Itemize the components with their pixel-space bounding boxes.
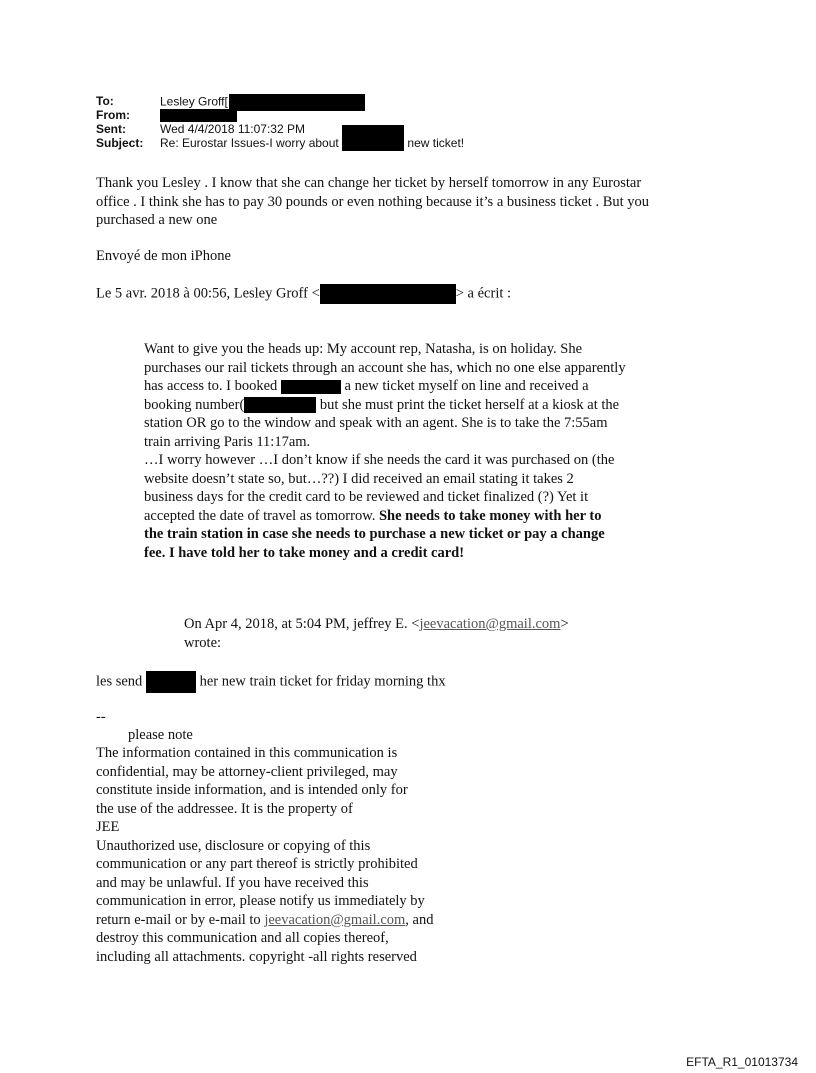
redaction-box	[244, 397, 316, 413]
email-link[interactable]: jeevacation@gmail.com	[264, 911, 406, 928]
redaction-box	[320, 284, 456, 304]
redaction-box	[160, 109, 237, 122]
disclaimer-dashes: --	[96, 709, 106, 725]
email-link[interactable]: jeevacation@gmail.com	[419, 616, 561, 632]
quoted-line: business days for the credit card to be reviewed and ticket finalized (?) Yet it	[144, 489, 589, 505]
redaction-box	[146, 671, 196, 693]
to-label: To:	[96, 94, 114, 108]
subject-label: Subject:	[96, 136, 144, 150]
attribution: Le 5 avr. 2018 à 00:56, Lesley Groff < > a écrit :	[96, 284, 511, 304]
quoted-line: accepted the date of travel as tomorrow. She needs to take money with her to	[144, 507, 602, 524]
original-message: les send her new train ticket for friday morning thx	[96, 671, 446, 693]
redaction-box	[342, 125, 404, 151]
reply-line: Thank you Lesley . I know that she can change her ticket by herself tomorrow in any Eurostar	[96, 175, 642, 191]
quoted-line: the train station in case she needs to purchase a new ticket or pay a change	[144, 526, 605, 542]
signature: Envoyé de mon iPhone	[96, 248, 231, 264]
quoted-line: …I worry however …I don’t know if she needs the card it was purchased on (the	[144, 452, 615, 468]
from-value	[160, 108, 237, 122]
email-header	[96, 94, 596, 150]
sent-value: Wed 4/4/2018 11:07:32 PM	[160, 122, 305, 136]
quoted-line: station OR go to the window and speak with an agent. She is to take the 7:55am	[144, 415, 608, 431]
disclaimer-body: The information contained in this communication is confidential, may be attorney-client privileged, may constitute inside information, and is intended only for the use of the addressee. It is the property of JEE Unauthorized use, disclosure or copying of this communication or any part thereof is strictly prohibited and may be unlawful. If you have received this communication in error, please notify us immediately by return e-mail or by e-mail to jeevacation@gmail.com, and destroy this communication and all copies thereof, including all attachments. copyright -all rights reserved	[96, 745, 434, 965]
redaction-box	[281, 380, 341, 394]
quoted-line: website doesn’t state so, but…??) I did received an email stating it takes 2	[144, 470, 574, 487]
quoted-message	[144, 340, 626, 562]
from-row	[96, 108, 596, 122]
quoted-line: fee. I have told her to take money and a credit card!	[144, 544, 465, 561]
reply-body	[96, 174, 649, 230]
quoted-line: purchases our rail tickets through an account she has, which no one else apparently	[144, 359, 626, 376]
quoted-line: train arriving Paris 11:17am.	[144, 433, 311, 450]
to-value: Lesley Groff[	[160, 94, 365, 111]
nested-attribution: On Apr 4, 2018, at 5:04 PM, jeffrey E. <jeevacation@gmail.com> wrote:	[184, 616, 569, 651]
to-row	[96, 94, 596, 108]
disclaimer-note: please note	[128, 727, 193, 743]
reply-line: purchased a new one	[96, 212, 218, 228]
document-id: EFTA_R1_01013734	[686, 1055, 798, 1069]
quoted-line: has access to. I booked a new ticket myself on line and received a	[144, 378, 589, 394]
from-label: From:	[96, 108, 130, 122]
reply-line: office . I think she has to pay 30 pounds or even nothing because it’s a business ticket . But you	[96, 193, 650, 210]
quoted-line: Want to give you the heads up: My account rep, Natasha, is on holiday. She	[144, 341, 583, 357]
subject-row	[96, 136, 596, 150]
subject-value: Re: Eurostar Issues-I worry about new ticket!	[160, 136, 464, 151]
quoted-line: booking number( but she must print the ticket herself at a kiosk at the	[144, 396, 620, 413]
sent-label: Sent:	[96, 122, 126, 136]
